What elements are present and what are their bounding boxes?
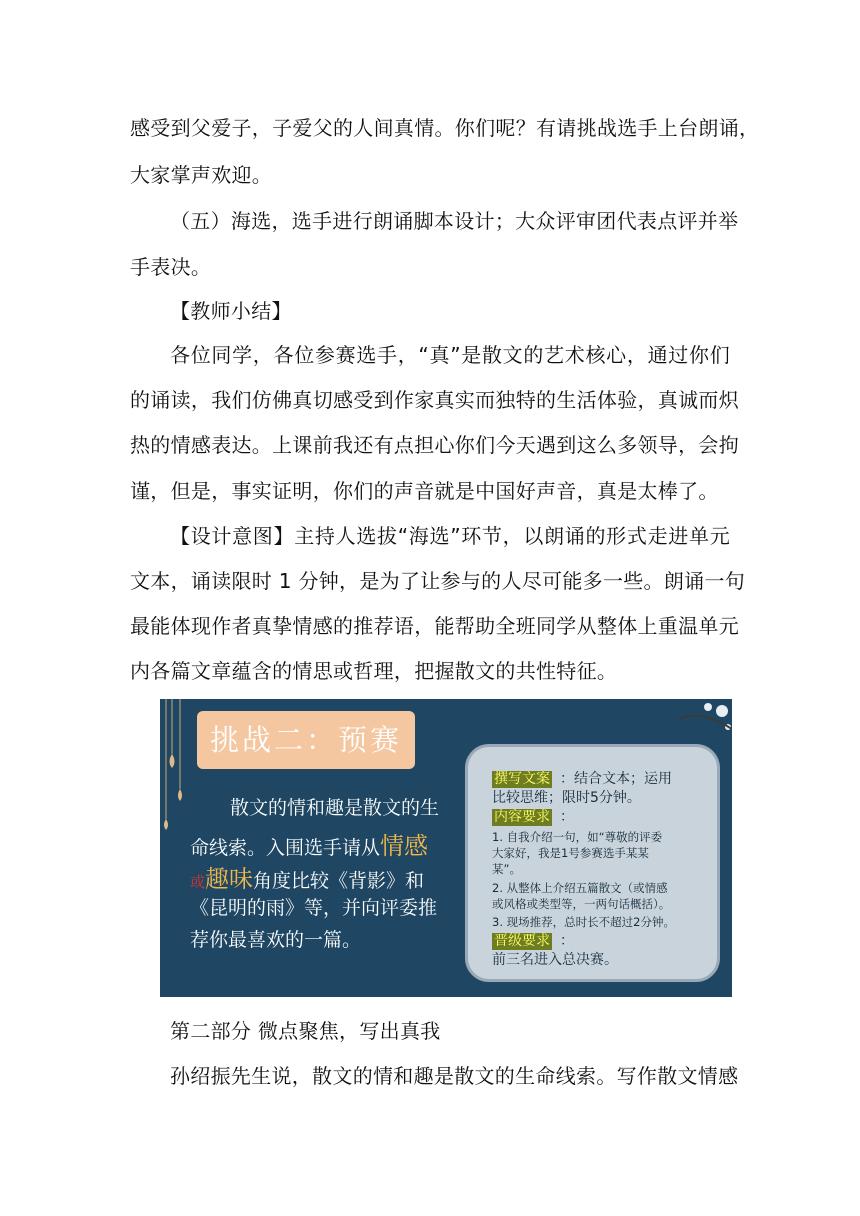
card-text: ：结合文本；运用 xyxy=(560,771,672,787)
slide-body-text: 角度比较《背影》和 xyxy=(253,870,425,892)
tag-promotion: 晋级要求 xyxy=(494,933,550,949)
highlight-emotion: 情感 xyxy=(380,832,429,860)
card-rule: 或风格或类型等，一两句话概括）。 xyxy=(492,897,671,911)
card-rule: 3. 现场推荐，总时长不超过2分钟。 xyxy=(492,915,675,929)
slide-body-text: 或 xyxy=(190,873,206,891)
card-rule: 大家好，我是1号参赛选手某某 xyxy=(492,846,649,860)
paragraph-line: 热的情感表达。上课前我还有点担心你们今天遇到这么多领导，会拘 xyxy=(130,433,739,457)
card-rule: 某”。 xyxy=(492,862,521,876)
paragraph-line: 手表决。 xyxy=(130,255,212,279)
section-heading: 【教师小结】 xyxy=(170,299,292,323)
tag-content-requirements: 内容要求 xyxy=(494,809,550,825)
paragraph-line: （五）海选，选手进行朗诵脚本设计；大众评审团代表点评并举 xyxy=(170,209,739,233)
paragraph-line: 最能体现作者真挚情感的推荐语，能帮助全班同学从整体上重温单元 xyxy=(130,614,739,638)
paragraph-line: 文本，诵读限时 1 分钟，是为了让参与的人尽可能多一些。朗诵一句 xyxy=(130,569,746,593)
paragraph-line: 孙绍振先生说，散文的情和趣是散文的生命线索。写作散文情感 xyxy=(170,1064,739,1088)
card-text: ： xyxy=(560,809,574,825)
paragraph-line: 感受到父爱子，子爱父的人间真情。你们呢？有请挑战选手上台朗诵， xyxy=(130,116,760,140)
paragraph-line: 大家掌声欢迎。 xyxy=(130,163,273,187)
highlight-interest: 趣味 xyxy=(205,865,254,893)
paragraph-line: 内各篇文章蕴含的情思或哲理，把握散文的共性特征。 xyxy=(130,659,618,683)
card-rule: 2. 从整体上介绍五篇散文（或情感 xyxy=(492,881,668,895)
slide-body-text: 命线索。入围选手请从 xyxy=(190,837,381,859)
card-text: 比较思维；限时5分钟。 xyxy=(492,790,641,806)
slide-body-line: 荐你最喜欢的一篇。 xyxy=(190,929,362,951)
paragraph-line: 谨，但是，事实证明，你们的声音就是中国好声音，真是太棒了。 xyxy=(130,479,719,503)
slide-body-line xyxy=(190,859,424,894)
slide-image xyxy=(160,699,732,997)
blossom-icon xyxy=(680,699,732,739)
part-heading: 第二部分 微点聚焦，写出真我 xyxy=(170,1019,441,1043)
paragraph-line: 各位同学，各位参赛选手，“真”是散文的艺术核心，通过你们 xyxy=(170,343,730,367)
card-text: ： xyxy=(560,933,574,949)
paragraph-line: 【设计意图】主持人选拔“海选”环节，以朗诵的形式走进单元 xyxy=(170,524,730,548)
slide-body-line: 散文的情和趣是散文的生 xyxy=(230,797,440,819)
card-rule: 1. 自我介绍一句，如“尊敬的评委 xyxy=(492,830,663,844)
tag-copywriting: 撰写文案 xyxy=(494,771,550,787)
paragraph-line: 的诵读，我们仿佛真切感受到作家真实而独特的生活体验，真诚而炽 xyxy=(130,388,739,412)
slide-body-line xyxy=(190,826,428,861)
slide-title: 挑战二：预赛 xyxy=(209,723,402,757)
card-text: 前三名进入总决赛。 xyxy=(492,952,618,968)
requirements-card xyxy=(465,744,720,982)
slide-body-line: 《昆明的雨》等，并向评委推 xyxy=(190,897,438,919)
slide-title-box xyxy=(197,711,415,769)
